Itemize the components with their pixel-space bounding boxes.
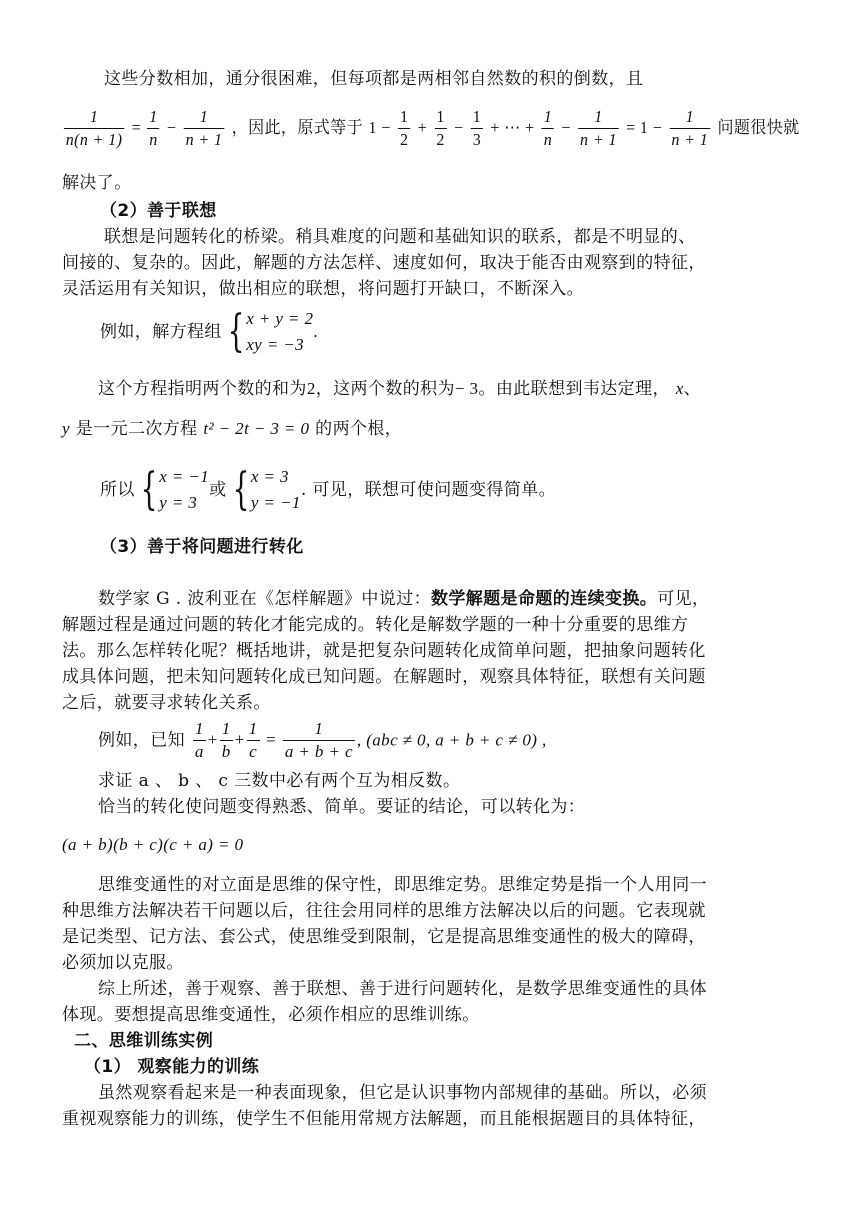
paragraph-line: 联想是问题转化的桥梁。稍具难度的问题和基础知识的联系，都是不明显的、 [104,227,696,247]
paragraph-line: 虽然观察看起来是一种表面现象，但它是认识事物内部规律的基础。所以，必须 [98,1083,707,1103]
fraction: $\frac{1}{n + 1}$ [671,107,709,149]
fraction: $\frac{1}{2}$ [436,107,445,149]
fraction: $\frac{1}{n + 1}$ [185,107,223,149]
fraction: $\frac{1}{n(n + 1)}$ [65,107,123,149]
paragraph-line: 种思维方法解决若干问题以后，往往会用同样的思维方法解决以后的问题。它表现就 [62,901,706,921]
paragraph-line: 综上所述，善于观察、善于联想、善于进行问题转化，是数学思维变通性的具体 [98,979,707,999]
inline-text: 。由此联想到韦达定理， [478,379,670,399]
fraction: $\frac{1}{n}$ [543,107,553,149]
math-var: y [62,419,70,438]
paragraph-line [98,586,709,612]
paragraph-line: 间接的、复杂的。因此，解题的方法怎样、速度如何，取决于能否由观察到的特征， [62,253,706,273]
inline-text: 是一元二次方程 [75,419,198,439]
equation-row: y = 3 [159,493,198,512]
solution-system [159,464,209,516]
equation-row: y = −1 [250,493,301,512]
paragraph-line: 是记类型、记方法、套公式，使思维受到限制，它是提高思维变通性的极大的障碍， [62,927,706,947]
paragraph-line: 重视观察能力的训练，使学生不但能用常规方法解题，而且能根据题目的具体特征， [62,1109,706,1129]
fraction: $\frac{1}{n}$ [149,107,158,149]
bold-text: 数学解题是命题的连续变换。 [431,589,658,609]
section-heading: （2）善于联想 [100,201,217,221]
inline-text: 可见， [657,589,710,609]
equation-row: x = 3 [250,467,289,486]
inline-text: 问题很快就 [717,118,800,138]
paragraph-line: 解决了。 [62,173,132,193]
equation-system [246,306,313,358]
paragraph-line: 之后，就要寻求转化关系。 [62,693,271,713]
math-value: 2 [306,379,316,398]
inline-text: 、 [683,379,702,399]
inline-text: ，因此，原式等于 [231,118,364,138]
math-value: − 3 [454,379,479,398]
example-line: 例如，解方程组 { x + y = 2 xy = −3 . [100,306,319,357]
fraction: $\frac{1}{a}$ [194,719,204,761]
inline-text: 例如，解方程组 [100,322,222,342]
fraction: $\frac{1}{3}$ [472,107,482,149]
inline-text: 数学家 G . 波利亚在《怎样解题》中说过： [98,589,431,609]
paragraph-line: 思维变通性的对立面是思维的保守性，即思维定势。思维定势是指一个人用同一 [98,875,707,895]
section-heading: （3）善于将问题进行转化 [100,537,304,557]
left-brace: { [140,464,158,515]
example-line: 例如，已知 $\frac{1}{a}$ + $\frac{1}{b}$ + $\frac{1}{c}$ = $\frac{1}{a + b + c}$ , (abc ≠ 0, a + b + c ≠ 0) , [98,719,547,761]
inline-text: ，这两个数的积为 [315,379,455,399]
math-var: x [675,379,684,398]
equation-row: xy = −3 [246,335,305,354]
formula-line: $\frac{1}{n(n + 1)}$ = $\frac{1}{n}$ − $\frac{1}{n + 1}$ ，因此，原式等于 1 − $\frac{1}{2}$ + $\frac{1}{2}$ − $\frac{1}{3}$ + ⋯ + $\frac{1}{n}$ − $\frac{1}{n + 1}$ = 1 − $\frac{1}{n + 1}$ 问题很快就 [65,107,800,149]
left-brace: { [227,306,245,357]
paragraph-line: 求证 a 、 b 、 c 三数中必有两个互为相反数。 [98,771,461,791]
paragraph-line: 体现。要想提高思维变通性，必须作相应的思维训练。 [62,1005,480,1025]
equation: t² − 2t − 3 = 0 [203,419,310,438]
inline-text: 例如，已知 [98,730,185,751]
left-brace: { [232,464,250,515]
solution-system [251,464,301,516]
subsection-heading: （1） 观察能力的训练 [84,1057,260,1077]
paragraph-line: 灵活运用有关知识，做出相应的联想，将问题打开缺口，不断深入。 [62,279,584,299]
inline-text: . 可见，联想可使问题变得简单。 [300,480,557,500]
inline-text: 这个方程指明两个数的和为 [98,379,307,399]
paragraph-line [62,416,402,442]
paragraph-line: 恰当的转化使问题变得熟悉、简单。要证的结论，可以转化为： [98,797,586,817]
inline-text: 的两个根， [315,419,403,439]
paragraph-line: 必须加以克服。 [62,953,184,973]
fraction: $\frac{1}{c}$ [248,719,258,761]
equation-row: x = −1 [159,467,210,486]
paragraph-line: 法。那么怎样转化呢？概括地讲，就是把复杂问题转化成简单问题，把抽象问题转化 [62,641,706,661]
equation-row: x + y = 2 [246,309,314,328]
inline-text: 所以 [100,480,135,500]
paragraph-line [98,376,701,402]
fraction: $\frac{1}{n + 1}$ [580,107,617,149]
solution-line [100,464,556,522]
paragraph-line: 这些分数相加，通分很困难，但每项都是两相邻自然数的积的倒数，且 [104,69,644,89]
paragraph-line: 解题过程是通过问题的转化才能完成的。转化是解数学题的一种十分重要的思维方 [62,615,689,635]
fraction: $\frac{1}{b}$ [221,719,231,761]
fraction: $\frac{1}{a + b + c}$ [284,719,353,761]
fraction: $\frac{1}{2}$ [399,107,409,149]
condition: , (abc ≠ 0, a + b + c ≠ 0) , [356,730,547,750]
equation: (a + b)(b + c)(c + a) = 0 [62,835,244,854]
paragraph-line: 成具体问题，把未知问题转化成已知问题。在解题时，观察具体特征，联想有关问题 [62,667,706,687]
inline-text: 或 [209,480,227,500]
part-heading: 二、思维训练实例 [74,1031,214,1051]
